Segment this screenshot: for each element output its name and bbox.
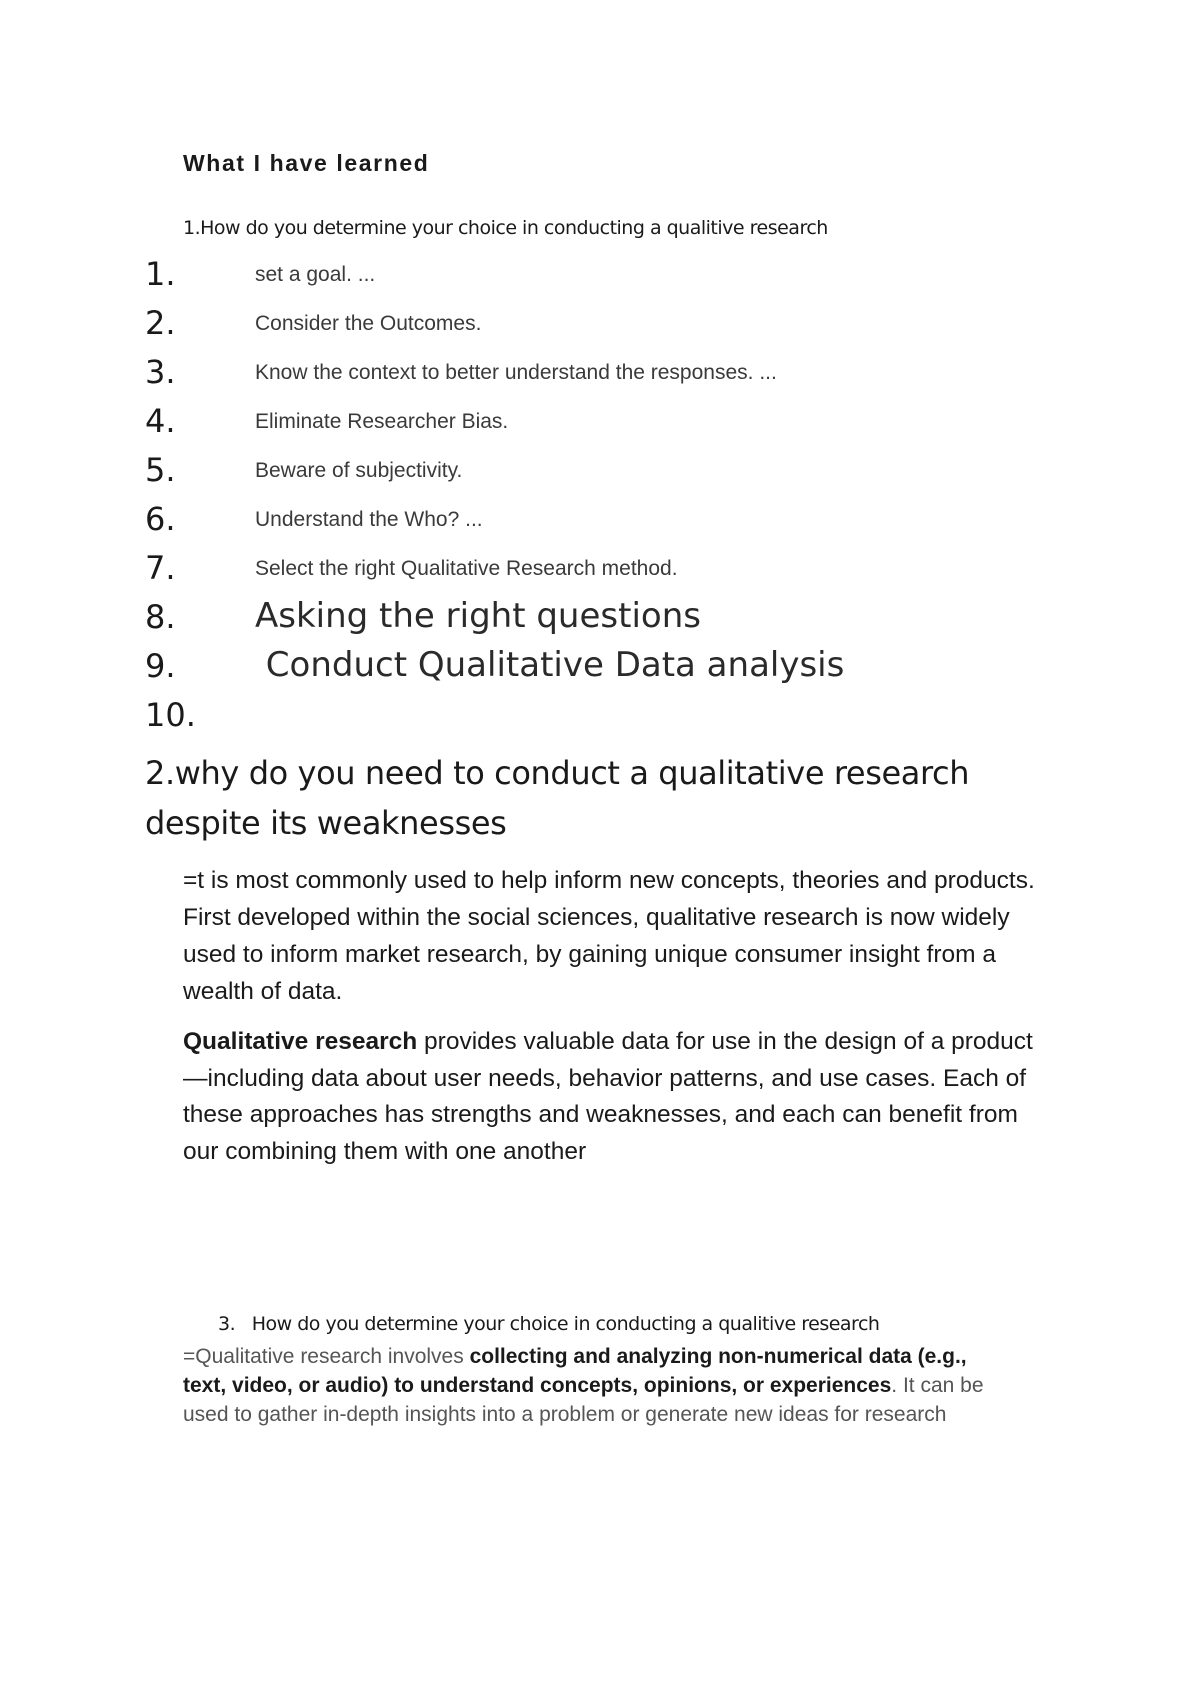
list-item-text: Beware of subjectivity. — [255, 459, 463, 482]
answer-3-prefix: =Qualitative research involves — [183, 1345, 470, 1368]
list-item-number: 6. — [145, 500, 176, 538]
answer-3-bold: collecting and analyzing non-numerical data (e.g., text, video, or audio) to understand concepts, opinions, or experiences — [183, 1345, 967, 1397]
list-item-text: Select the right Qualitative Research method. — [255, 557, 678, 580]
list-item-text: Eliminate Researcher Bias. — [255, 410, 509, 433]
list-item-number: 3. — [145, 353, 176, 391]
answer-3 — [183, 1342, 1003, 1429]
question-2: 2.why do you need to conduct a qualitative research despite its weaknesses — [145, 754, 970, 842]
answer-2-paragraph-1: =t is most commonly used to help inform new concepts, theories and products. First developed within the social sciences, qualitative research is now widely used to inform market research, by gaining unique consumer insight from a wealth of data. — [183, 867, 1035, 1005]
list-item-number: 4. — [145, 402, 176, 440]
answer-2-rest: provides valuable data for use in the design of a product—including data about user needs, behavior patterns, and use cases. Each of these approaches has strengths and weaknesses, and each can benefit from our combining them with one another — [183, 1028, 1033, 1165]
answer-2-paragraph-2 — [183, 1024, 1043, 1170]
list-item-number: 8. — [145, 598, 176, 636]
list-item-text: Conduct Qualitative Data analysis — [255, 645, 845, 685]
list-item-number: 5. — [145, 451, 176, 489]
list-item-text: set a goal. ... — [255, 263, 376, 286]
question-3: 3. How do you determine your choice in conducting a qualitive research — [218, 1313, 880, 1335]
list-item-text: Understand the Who? ... — [255, 508, 483, 531]
list-item-number: 1. — [145, 255, 176, 293]
document-title: What I have learned — [183, 150, 430, 176]
answer-2-bold-lead: Qualitative research — [183, 1028, 418, 1055]
list-item-text: Asking the right questions — [255, 596, 701, 636]
list-item-number: 10. — [145, 696, 196, 734]
list-item-text: Consider the Outcomes. — [255, 312, 482, 335]
list-item-text: Know the context to better understand the responses. ... — [255, 361, 777, 384]
list-item-number: 2. — [145, 304, 176, 342]
list-item-number: 7. — [145, 549, 176, 587]
answer-3-suffix: . It can be used to gather in-depth insights into a problem or generate new ideas for research — [183, 1374, 984, 1426]
list-item-number: 9. — [145, 647, 176, 685]
question-1: 1.How do you determine your choice in conducting a qualitive research — [183, 217, 828, 239]
